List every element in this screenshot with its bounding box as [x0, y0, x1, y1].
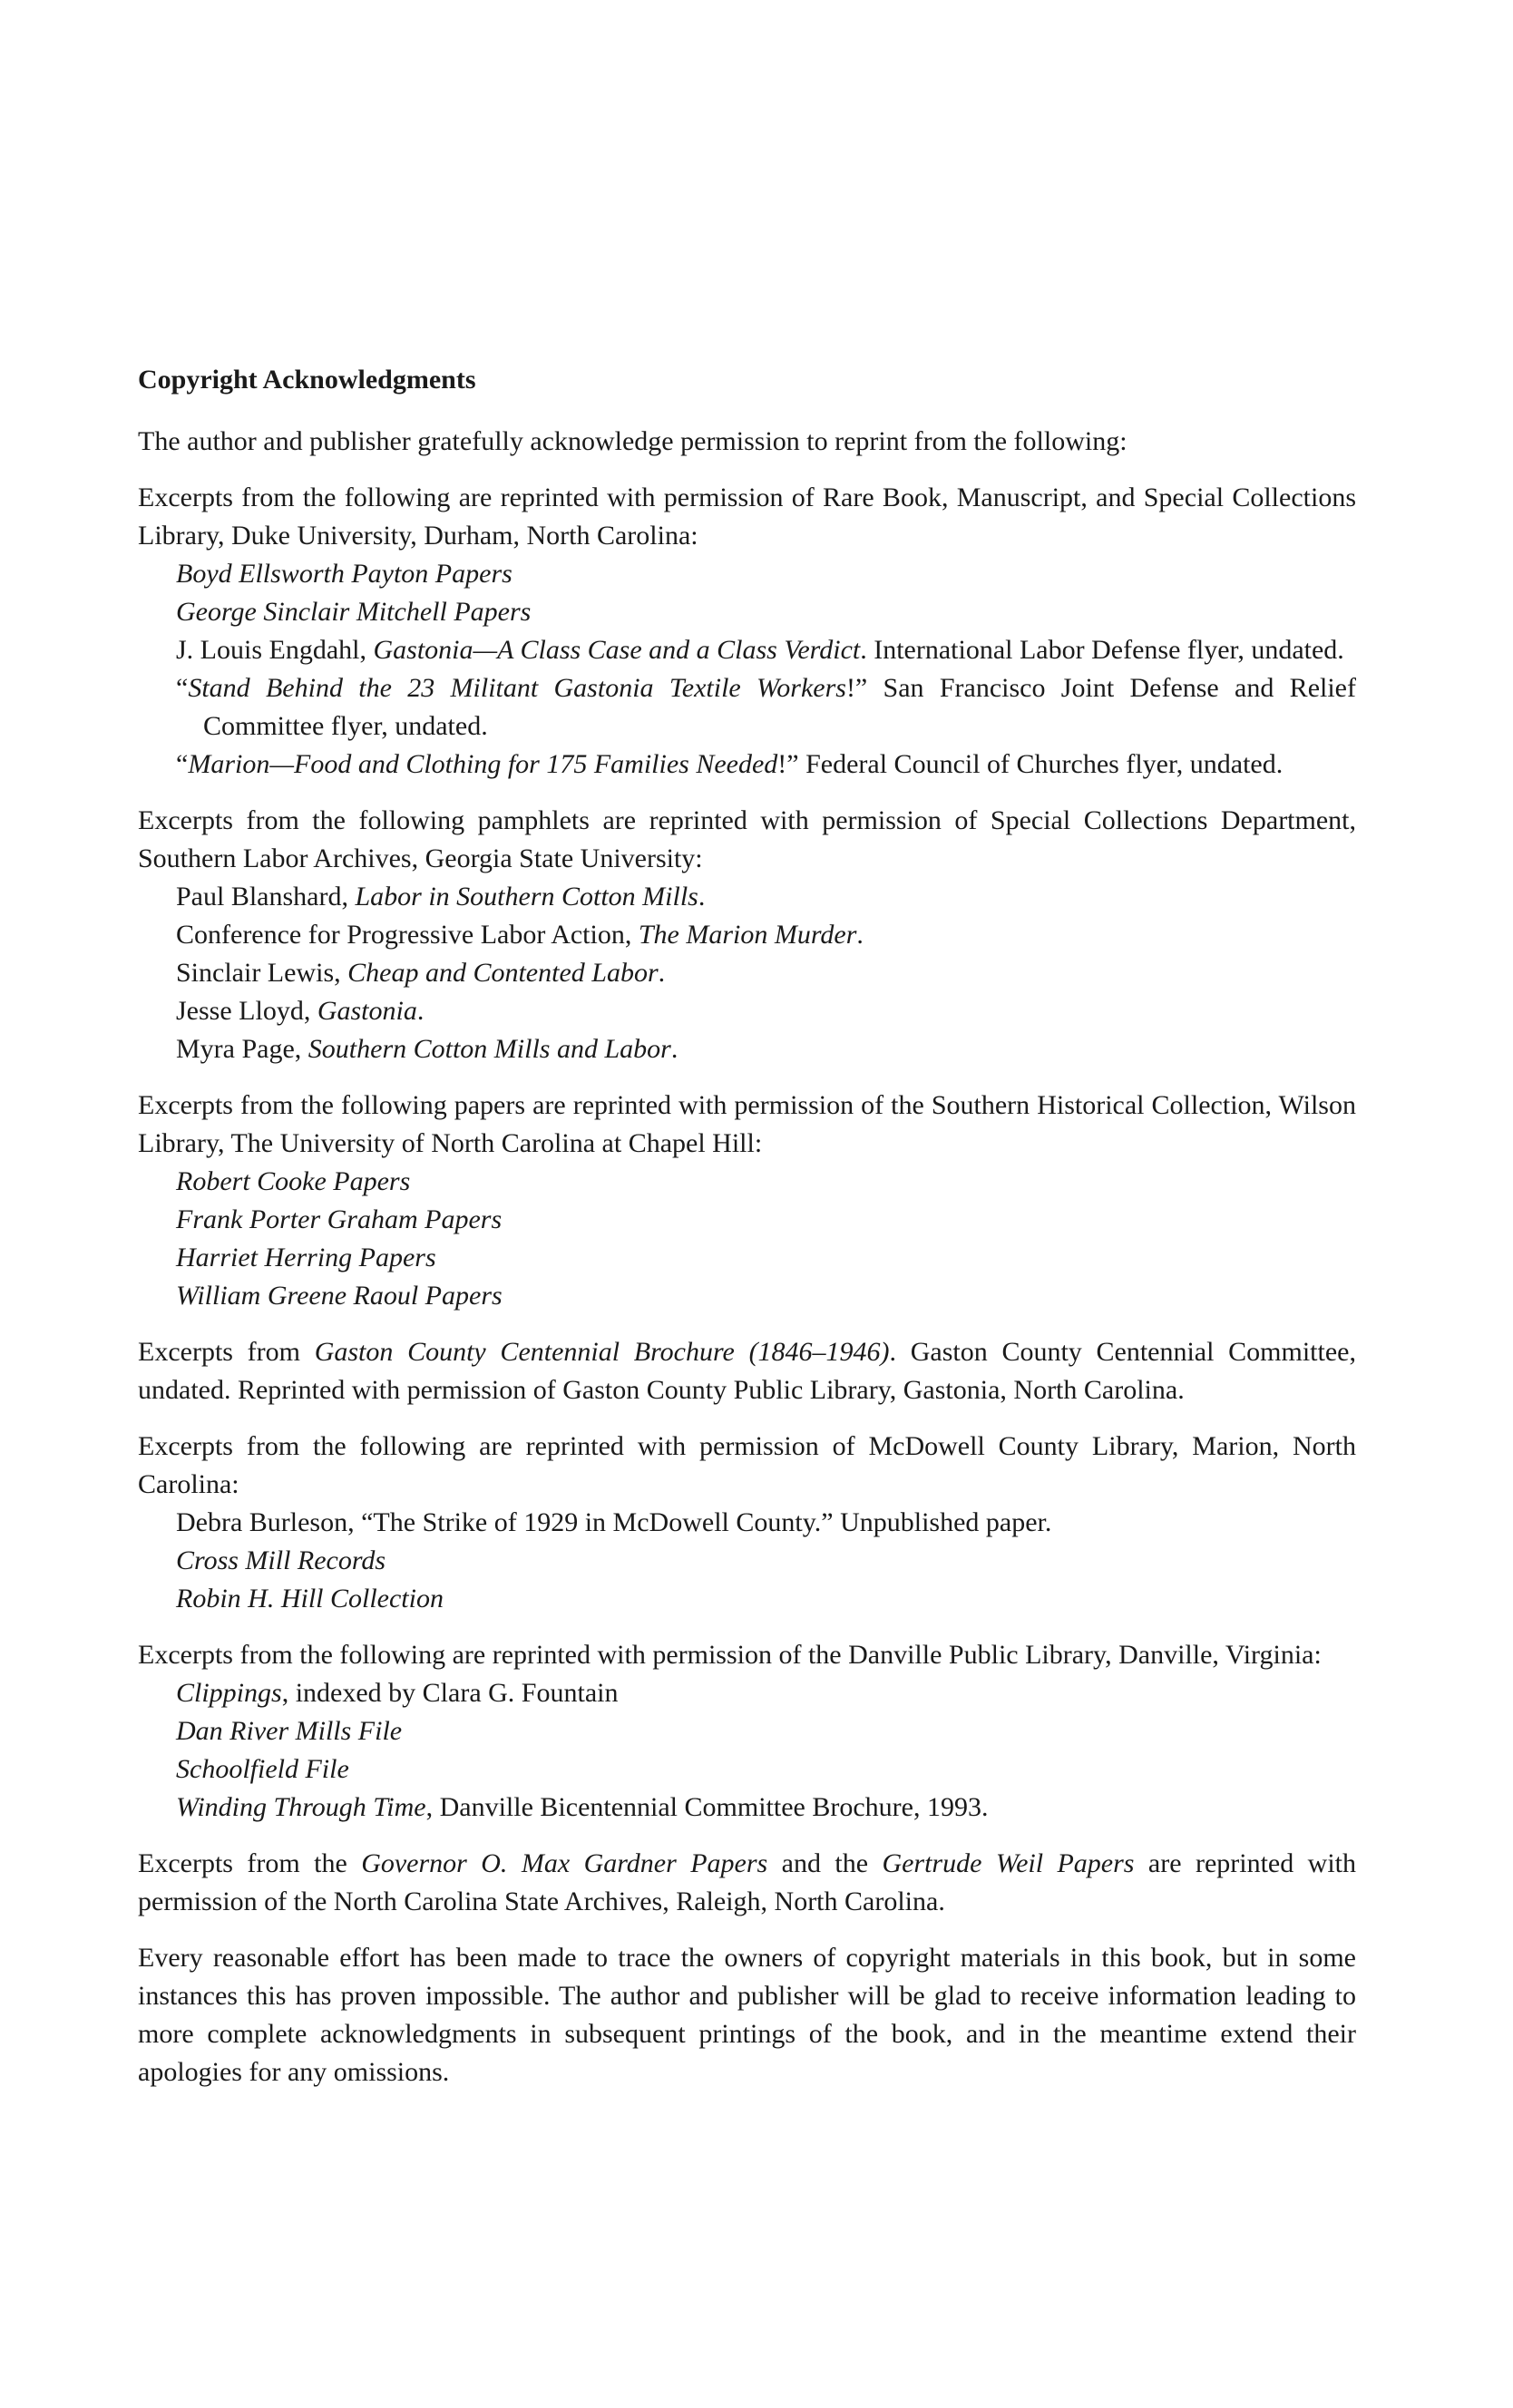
section-text: Excerpts from the following pamphlets are reprinted with permission of Special Collections Department, Southern Labor Archives, Georgia State University: [138, 805, 1356, 873]
italic-title: Southern Cotton Mills and Labor [307, 1034, 671, 1064]
text-run: are reprinted with permission of the North Carolina State Archives, Raleigh, North Carolina. [138, 1848, 1356, 1916]
italic-title: George Sinclair Mitchell Papers [176, 597, 532, 627]
list-item [138, 746, 1356, 784]
source-list [138, 555, 1356, 784]
text-run: Debra Burleson, “The Strike of 1929 in McDowell County.” Unpublished paper. [176, 1507, 1052, 1537]
text-run: Excerpts from [138, 1337, 315, 1367]
section-text [138, 1845, 1356, 1921]
list-item [138, 593, 1356, 631]
list-item [138, 1542, 1356, 1580]
text-run: . International Labor Defense flyer, undated. [860, 635, 1344, 665]
acknowledgment-section [138, 1428, 1356, 1618]
text-run: . [416, 996, 425, 1026]
italic-title: Gastonia—A Class Case and a Class Verdict [373, 635, 861, 665]
text-run: “ [176, 673, 189, 703]
text-run: . [670, 1034, 678, 1064]
text-run: . Gaston County Centennial Committee, undated. Reprinted with permission of Gaston County Public Library, Gastonia, North Carolina. [138, 1337, 1356, 1405]
source-list [138, 1674, 1356, 1827]
italic-title: Boyd Ellsworth Payton Papers [176, 559, 512, 589]
section-text: Every reasonable effort has been made to trace the owners of copyright materials in this book, but in some instances this has proven impossible. The author and publisher will be glad to receive information leading to more complete acknowledgments in subsequent printings of the book, and in the meantime extend their apologies for any omissions. [138, 1943, 1356, 2087]
text-run: !” Federal Council of Churches flyer, undated. [777, 749, 1284, 779]
italic-title: Gastonia [317, 996, 417, 1026]
list-item [138, 1712, 1356, 1750]
list-item [138, 1504, 1356, 1542]
italic-title: William Greene Raoul Papers [176, 1281, 503, 1311]
list-item [138, 1163, 1356, 1201]
intro-text: The author and publisher gratefully acknowledge permission to reprint from the following: [138, 426, 1127, 456]
italic-title: Gaston County Centennial Brochure (1846–1946) [314, 1337, 890, 1367]
text-run: Myra Page, [176, 1034, 308, 1064]
italic-title: Robin H. Hill Collection [176, 1584, 444, 1613]
acknowledgment-section [138, 1939, 1356, 2091]
section-text: Excerpts from the following are reprinted with permission of McDowell County Library, Marion, North Carolina: [138, 1431, 1356, 1499]
text-run: Sinclair Lewis, [176, 958, 348, 988]
list-item [138, 631, 1356, 669]
section-text: Excerpts from the following are reprinted with permission of Rare Book, Manuscript, and Special Collections Library, Duke University, Durham, North Carolina: [138, 483, 1356, 551]
acknowledgment-section [138, 479, 1356, 784]
intro-paragraph [138, 423, 1356, 461]
italic-title: Cross Mill Records [176, 1545, 386, 1575]
list-item [138, 669, 1356, 746]
source-list [138, 1163, 1356, 1315]
text-run: and the [767, 1848, 883, 1878]
italic-title: Marion—Food and Clothing for 175 Families Needed [188, 749, 778, 779]
acknowledgment-sections [138, 479, 1356, 2091]
italic-title: Gertrude Weil Papers [882, 1848, 1135, 1878]
list-item [138, 1030, 1356, 1068]
text-run: Jesse Lloyd, [176, 996, 317, 1026]
italic-title: Dan River Mills File [176, 1716, 403, 1746]
text-run: . [856, 920, 864, 950]
text-run: , indexed by Clara G. Fountain [281, 1678, 619, 1708]
acknowledgment-section [138, 1087, 1356, 1315]
acknowledgments-page [138, 361, 1356, 2110]
text-run: !” San Francisco Joint Defense and Relief Committee flyer, undated. [203, 673, 1356, 741]
italic-title: The Marion Murder [638, 920, 857, 950]
source-list [138, 1504, 1356, 1618]
list-item [138, 992, 1356, 1030]
section-text: Excerpts from the following are reprinted with permission of the Danville Public Library, Danville, Virginia: [138, 1640, 1322, 1670]
italic-title: Governor O. Max Gardner Papers [361, 1848, 768, 1878]
list-item [138, 1277, 1356, 1315]
list-item [138, 916, 1356, 954]
text-run: , Danville Bicentennial Committee Brochure, 1993. [425, 1792, 989, 1822]
text-run: . [658, 958, 666, 988]
acknowledgment-section [138, 1845, 1356, 1921]
list-item [138, 1580, 1356, 1618]
text-run: Excerpts from the [138, 1848, 362, 1878]
list-item [138, 878, 1356, 916]
text-run: Conference for Progressive Labor Action, [176, 920, 639, 950]
text-run: “ [176, 749, 189, 779]
text-run: Paul Blanshard, [176, 882, 356, 912]
page-title: Copyright Acknowledgments [138, 365, 476, 395]
list-item [138, 1239, 1356, 1277]
italic-title: Cheap and Contented Labor [347, 958, 659, 988]
italic-title: Winding Through Time [176, 1792, 426, 1822]
italic-title: Labor in Southern Cotton Mills [355, 882, 698, 912]
list-item [138, 954, 1356, 992]
italic-title: Harriet Herring Papers [176, 1243, 436, 1272]
text-run: . [698, 882, 706, 912]
list-item [138, 1674, 1356, 1712]
acknowledgment-section [138, 1636, 1356, 1827]
source-list [138, 878, 1356, 1068]
list-item [138, 1750, 1356, 1789]
italic-title: Clippings [176, 1678, 282, 1708]
italic-title: Frank Porter Graham Papers [176, 1204, 503, 1234]
text-run: J. Louis Engdahl, [176, 635, 374, 665]
italic-title: Schoolfield File [176, 1754, 349, 1784]
list-item [138, 555, 1356, 593]
section-text [138, 1333, 1356, 1409]
italic-title: Stand Behind the 23 Militant Gastonia Textile Workers [188, 673, 846, 703]
italic-title: Robert Cooke Papers [176, 1166, 411, 1196]
acknowledgment-section [138, 802, 1356, 1068]
acknowledgment-section [138, 1333, 1356, 1409]
section-text: Excerpts from the following papers are reprinted with permission of the Southern Historical Collection, Wilson Library, The University of North Carolina at Chapel Hill: [138, 1090, 1356, 1158]
list-item [138, 1201, 1356, 1239]
list-item [138, 1789, 1356, 1827]
